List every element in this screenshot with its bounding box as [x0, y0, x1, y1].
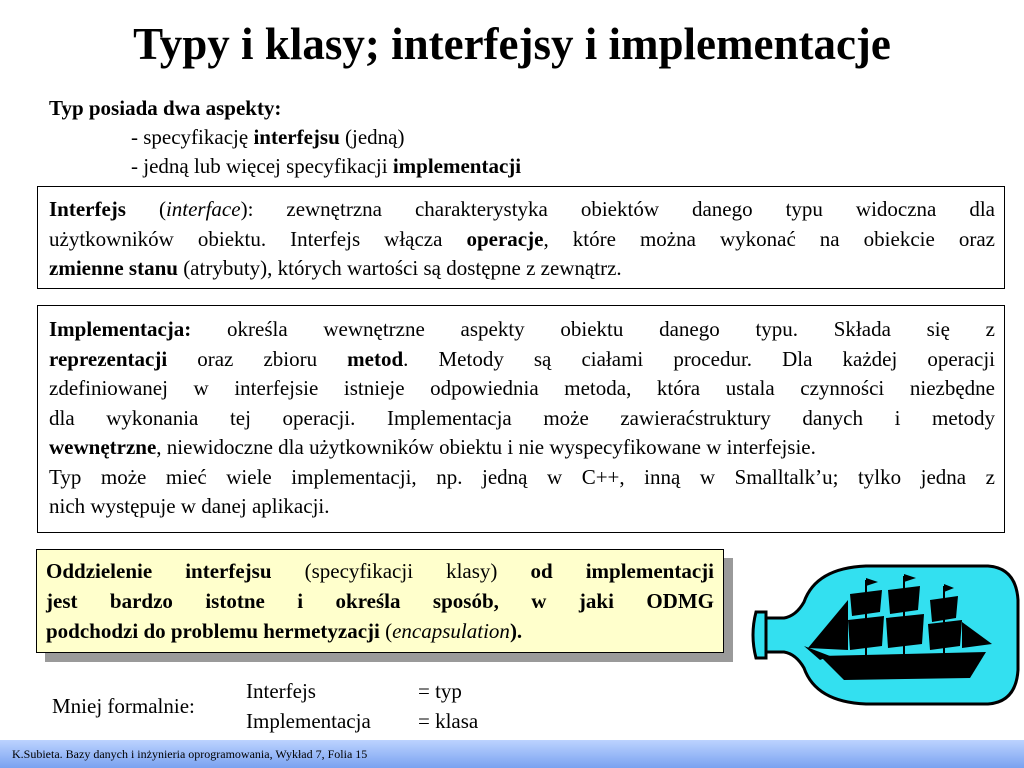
- implementation-line-1: Implementacja: określa wewnętrzne aspekty obiektu danego typu. Składa się z: [49, 317, 995, 341]
- implementation-line-3: zdefiniowanej w interfejsie istnieje odpowiednia metoda, która ustala czynności niezbędne: [49, 376, 995, 400]
- separation-line-2: jest bardzo istotne i określa sposób, w jaki ODMG: [46, 589, 714, 613]
- formal-label: Mniej formalnie:: [52, 694, 195, 718]
- implementation-line-2: reprezentacji oraz zbioru metod. Metody są ciałami procedur. Dla każdej operacji: [49, 346, 995, 371]
- intro-section: [49, 94, 521, 181]
- formal-row-left: Interfejs: [246, 679, 316, 703]
- intro-item-implementation: - jedną lub więcej specyfikacji implementacji: [131, 154, 522, 178]
- implementation-definition-box: [37, 305, 1005, 533]
- separation-note-box: [36, 549, 724, 653]
- interface-line-2: użytkowników obiektu. Interfejs włącza operacje, które można wykonać na obiekcie oraz: [49, 226, 995, 251]
- interface-definition-box: [37, 186, 1005, 289]
- ship-in-bottle-icon: [748, 560, 1020, 715]
- separation-line-1: Oddzielenie interfejsu (specyfikacji klasy) od implementacji: [46, 559, 714, 583]
- formal-row-right: = klasa: [418, 709, 479, 733]
- implementation-line-5: wewnętrzne, niewidoczne dla użytkowników obiektu i nie wyspecyfikowane w interfejsie.: [49, 435, 816, 459]
- formal-mapping-table: [246, 676, 478, 736]
- footer-bar: [0, 740, 1024, 768]
- formal-row: [246, 676, 478, 706]
- intro-heading: Typ posiada dwa aspekty:: [49, 96, 282, 120]
- implementation-line-7: nich występuje w danej aplikacji.: [49, 494, 330, 518]
- interface-line-1: Interfejs (interface): zewnętrzna charakterystyka obiektów danego typu widoczna dla: [49, 197, 995, 221]
- implementation-line-4: dla wykonania tej operacji. Implementacja może zawieraćstruktury danych i metody: [49, 405, 995, 430]
- formal-row-left: Implementacja: [246, 709, 371, 733]
- formal-row: [246, 706, 478, 736]
- separation-line-3: podchodzi do problemu hermetyzacji (encapsulation).: [46, 619, 523, 643]
- slide-title: Typy i klasy; interfejsy i implementacje: [133, 19, 891, 69]
- footer-text: K.Subieta. Bazy danych i inżynieria oprogramowania, Wykład 7, Folia 15: [12, 747, 368, 761]
- implementation-line-6: Typ może mieć wiele implementacji, np. jedną w C++, inną w Smalltalk’u; tylko jedna z: [49, 464, 995, 489]
- interface-line-3: zmienne stanu (atrybuty), których wartości są dostępne z zewnątrz.: [49, 256, 622, 280]
- intro-item-interface: - specyfikację interfejsu (jedną): [131, 125, 405, 149]
- formal-row-right: = typ: [418, 679, 462, 703]
